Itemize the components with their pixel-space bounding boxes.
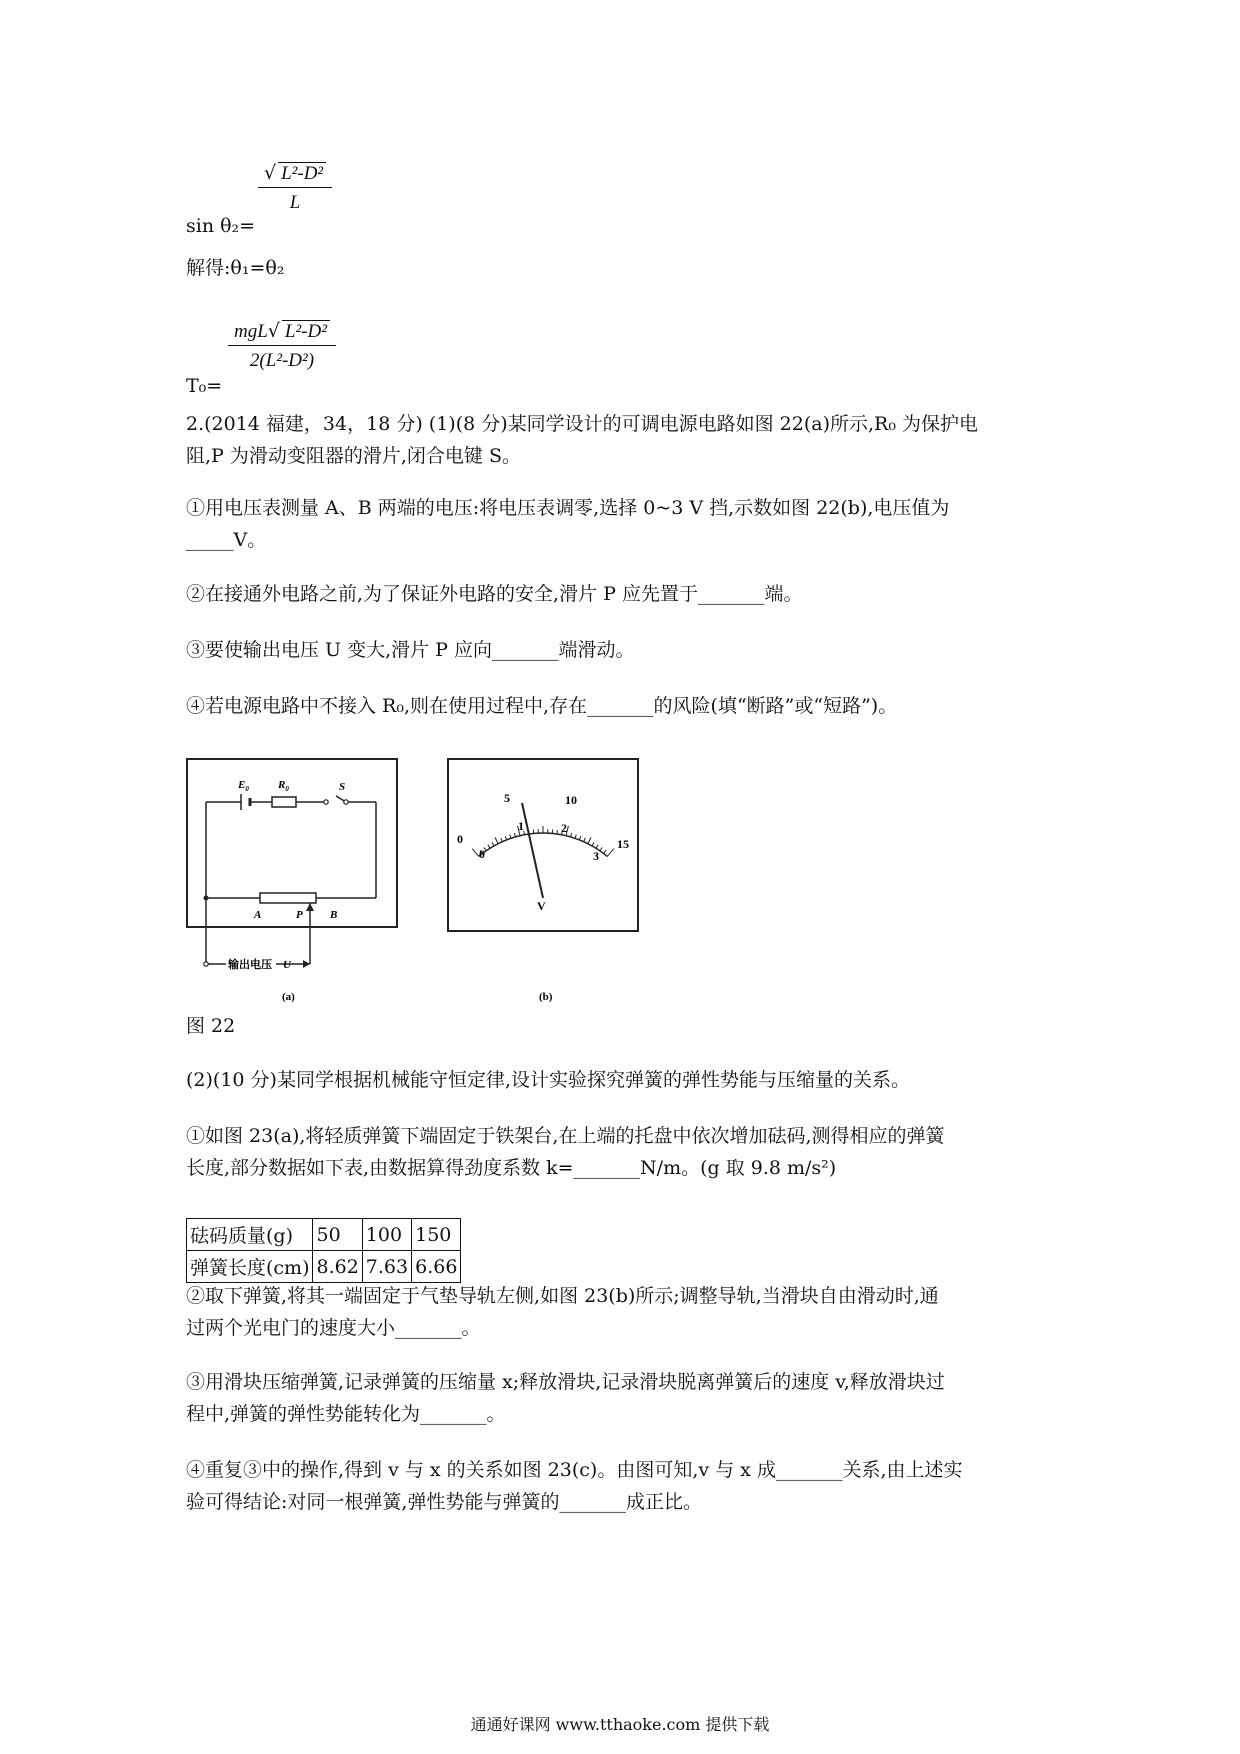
switch-contact-left bbox=[324, 800, 328, 804]
q2-q4-line1: ④重复③中的操作,得到 v 与 x 的关系如图 23(c)。由图可知,v 与 x 成_______关系,由上述实 bbox=[186, 1459, 963, 1481]
junction-dot bbox=[204, 896, 209, 901]
voltmeter-diagram bbox=[447, 758, 639, 1008]
q2-q4-line2: 验可得结论:对同一根弹簧,弹性势能与弹簧的_______成正比。 bbox=[186, 1491, 702, 1513]
q2-p1-line2: _____V。 bbox=[186, 529, 267, 551]
table-cell: 7.63 bbox=[362, 1251, 411, 1283]
q2-q3-line2: 程中,弹簧的弹性势能转化为_______。 bbox=[186, 1403, 506, 1425]
switch-contact-right bbox=[344, 800, 348, 804]
circuit-diagram bbox=[186, 758, 396, 1008]
q2-q2-line1: ②取下弹簧,将其一端固定于气垫导轨左侧,如图 23(b)所示;调整导轨,当滑块自由滑动时,通 bbox=[186, 1285, 939, 1307]
q2-q3-line1: ③用滑块压缩弹簧,记录弹簧的压缩量 x;释放滑块,记录滑块脱离弹簧后的速度 v,释放滑块过 bbox=[186, 1371, 945, 1393]
scale-tick bbox=[472, 849, 478, 857]
voltmeter-needle bbox=[522, 803, 543, 898]
table-row bbox=[187, 1251, 461, 1283]
table-row-label: 砝码质量(g) bbox=[187, 1219, 313, 1251]
label-S: S bbox=[339, 781, 346, 793]
label-A: A bbox=[254, 909, 262, 921]
solve-line: 解得:θ₁=θ₂ bbox=[186, 257, 285, 279]
scale-tick bbox=[607, 849, 613, 857]
top-scale-0: 0 bbox=[457, 832, 463, 846]
q2-p1-line1: ①用电压表测量 A、B 两端的电压:将电压表调零,选择 0~3 V 挡,示数如图 22(b),电压值为 bbox=[186, 497, 950, 519]
caption-a: (a) bbox=[282, 991, 295, 1003]
q2-p2: ②在接通外电路之前,为了保证外电路的安全,滑片 P 应先置于_______端。 bbox=[186, 583, 803, 605]
q2-q1-line2: 长度,部分数据如下表,由数据算得劲度系数 k=_______N/m。(g 取 9.8 m/s²) bbox=[186, 1157, 837, 1179]
output-terminal-right bbox=[303, 960, 310, 968]
t0-numerator: mgL√ L²-D² bbox=[228, 320, 336, 346]
q2-q1-line1: ①如图 23(a),将轻质弹簧下端固定于铁架台,在上端的托盘中依次增加砝码,测得相应的弹簧 bbox=[186, 1125, 945, 1147]
label-R0: $R_0$ bbox=[278, 779, 289, 793]
bottom-scale-0: 0 bbox=[479, 847, 485, 861]
caption-b: (b) bbox=[539, 991, 553, 1003]
top-scale-5: 5 bbox=[504, 791, 510, 805]
q2-p4: ④若电源电路中不接入 R₀,则在使用过程中,存在_______的风险(填“断路”或“短路”)。 bbox=[186, 695, 898, 717]
bottom-scale-1: 1 bbox=[518, 819, 524, 833]
mass-length-table bbox=[186, 1218, 461, 1283]
t0-label: T₀= bbox=[186, 375, 223, 397]
table-row bbox=[187, 1219, 461, 1251]
scale-tick bbox=[495, 837, 498, 843]
voltmeter-V: V bbox=[537, 899, 546, 913]
sin-label: sin θ₂= bbox=[186, 215, 256, 237]
label-E0: $E_0$ bbox=[238, 779, 249, 793]
q2-p3: ③要使输出电压 U 变大,滑片 P 应向_______端滑动。 bbox=[186, 639, 635, 661]
figure-caption: 图 22 bbox=[186, 1015, 236, 1037]
scale-arc bbox=[479, 833, 608, 856]
table-row-label: 弹簧长度(cm) bbox=[187, 1251, 313, 1283]
t0-denominator: 2(L²-D²) bbox=[249, 350, 315, 371]
q2-header-line2: 阻,P 为滑动变阻器的滑片,闭合电键 S。 bbox=[186, 445, 521, 467]
label-output: 输出电压 bbox=[228, 959, 272, 971]
sin-numerator: √ L²-D² bbox=[258, 162, 332, 188]
table-cell: 8.62 bbox=[313, 1251, 362, 1283]
sin-fraction bbox=[258, 162, 332, 214]
table-cell: 6.66 bbox=[412, 1251, 461, 1283]
label-P: P bbox=[296, 909, 303, 921]
q2-q2-line2: 过两个光电门的速度大小_______。 bbox=[186, 1317, 481, 1339]
table-cell: 50 bbox=[313, 1219, 362, 1251]
sin-denominator: L bbox=[289, 192, 301, 213]
output-terminal-left bbox=[204, 962, 208, 966]
q2-part2: (2)(10 分)某同学根据机械能守恒定律,设计实验探究弹簧的弹性势能与压缩量的关系。 bbox=[186, 1069, 910, 1091]
bottom-scale-3: 3 bbox=[593, 849, 599, 863]
top-scale-10: 10 bbox=[565, 793, 577, 807]
table-cell: 150 bbox=[412, 1219, 461, 1251]
label-B: B bbox=[330, 909, 338, 921]
page-footer: 通通好课网 www.tthaoke.com 提供下载 bbox=[470, 1715, 770, 1734]
scale-tick bbox=[588, 837, 591, 843]
t0-fraction bbox=[228, 320, 336, 372]
q2-header-line1: 2.(2014 福建，34，18 分) (1)(8 分)某同学设计的可调电源电路如图 22(a)所示,R₀ 为保护电 bbox=[186, 413, 979, 435]
top-scale-15: 15 bbox=[617, 837, 629, 851]
slider-arrow bbox=[306, 903, 314, 911]
label-U: U bbox=[283, 959, 291, 971]
bottom-scale-2: 2 bbox=[561, 821, 567, 835]
table-cell: 100 bbox=[362, 1219, 411, 1251]
